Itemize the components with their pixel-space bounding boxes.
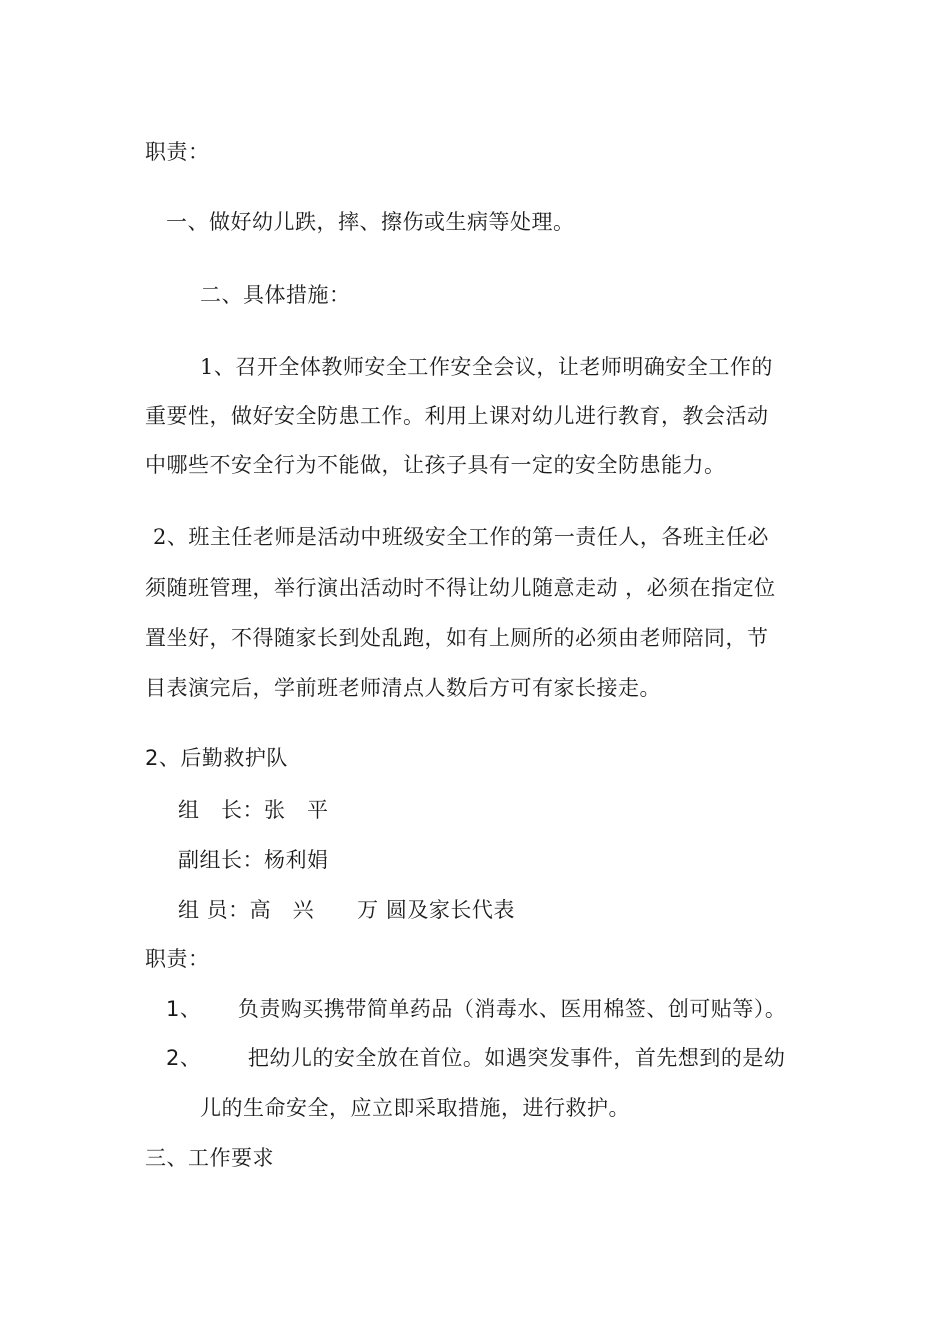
- measure-1-line-3: 中哪些不安全行为不能做，让孩子具有一定的安全防患能力。: [145, 453, 726, 477]
- measure-2-line-3: 置坐好，不得随家长到处乱跑，如有上厕所的必须由老师陪同，节: [145, 626, 769, 650]
- rescue-team-name: 、后勤救护队: [158, 746, 288, 770]
- team-members: 组 员：高 兴 万 圆及家长代表: [178, 898, 515, 922]
- rescue-team-title: [145, 743, 288, 773]
- team-deputy-leader: 副组长：杨利娟: [178, 848, 329, 872]
- team-duty-2-separator: 、: [179, 1046, 202, 1070]
- duties-heading: 职责：: [145, 140, 210, 164]
- rescue-team-number: 2: [145, 746, 159, 770]
- team-duty-2-line-1: [166, 1043, 785, 1073]
- team-duty-1-number: 1: [166, 997, 180, 1021]
- team-duty-1: [166, 994, 786, 1024]
- measure-2-line-4: 目表演完后，学前班老师清点人数后方可有家长接走。: [145, 676, 661, 700]
- measure-2-line-1: 2、班主任老师是活动中班级安全工作的第一责任人，各班主任必: [153, 525, 769, 549]
- measure-1-line-1: 1、召开全体教师安全工作安全会议，让老师明确安全工作的: [200, 355, 773, 379]
- team-duty-2-text-1: 把幼儿的安全放在首位。如遇突发事件，首先想到的是幼: [247, 1046, 786, 1070]
- team-duties-heading: 职责：: [145, 947, 210, 971]
- team-duty-1-text: 负责购买携带简单药品（消毒水、医用棉签、创可贴等）。: [237, 997, 787, 1021]
- team-duty-2-number: 2: [166, 1046, 180, 1070]
- team-leader: 组 长：张 平: [178, 798, 329, 822]
- team-duty-2-line-2: 儿的生命安全，应立即采取措施，进行救护。: [200, 1096, 630, 1120]
- duty-item-1: 一、做好幼儿跌，摔、擦伤或生病等处理。: [166, 210, 575, 234]
- measure-1-line-2: 重要性，做好安全防患工作。利用上课对幼儿进行教育，教会活动: [145, 404, 769, 428]
- measures-heading: 二、具体措施：: [200, 283, 351, 307]
- work-requirements-heading: 三、工作要求: [145, 1146, 274, 1170]
- measure-2-line-2: 须随班管理，举行演出活动时不得让幼儿随意走动 ，必须在指定位: [145, 576, 776, 600]
- team-duty-1-separator: 、: [179, 997, 202, 1021]
